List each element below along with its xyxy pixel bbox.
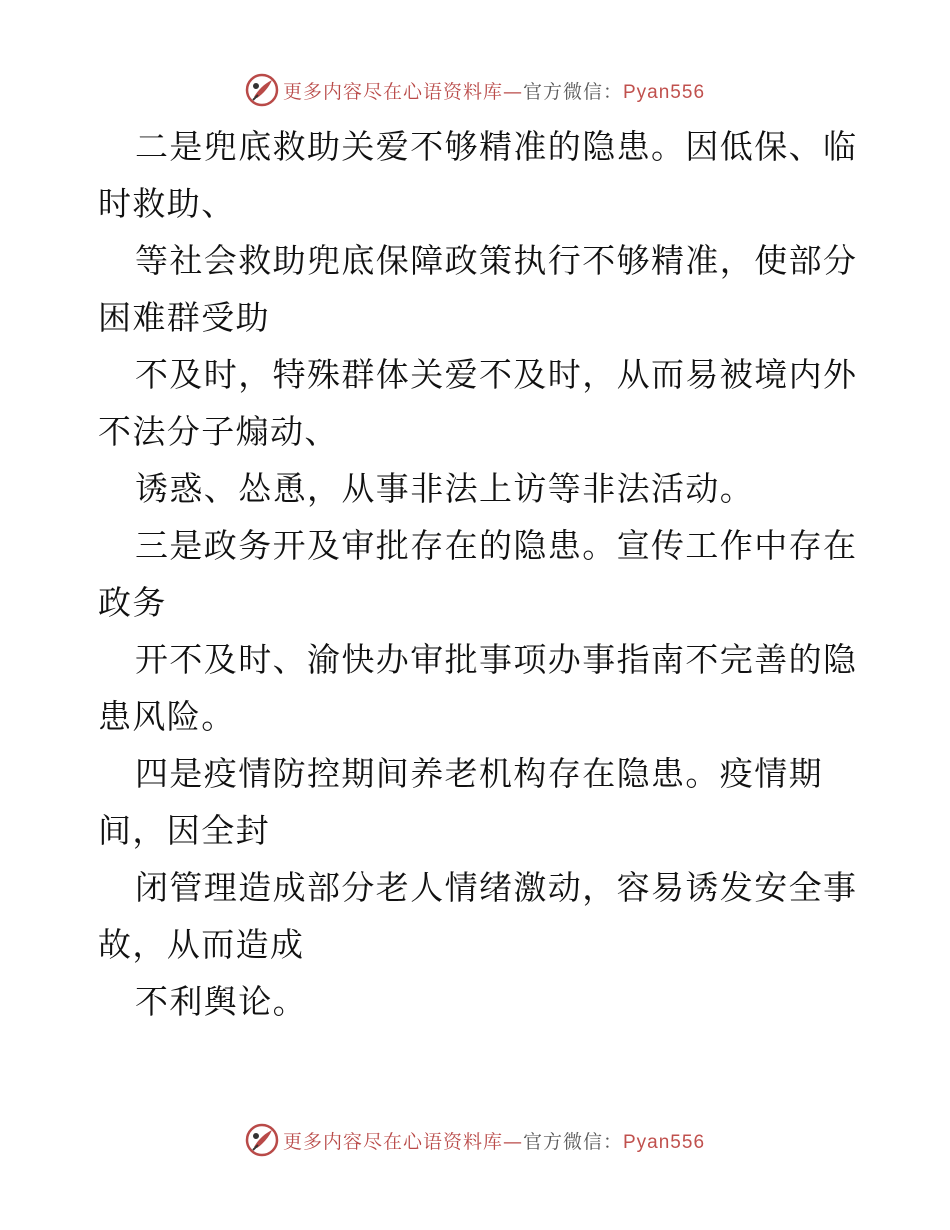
paragraph: 二是兜底救助关爱不够精准的隐患。因低保、临时救助、 xyxy=(98,127,858,223)
paragraph: 三是政务开及审批存在的隐患。宣传工作中存在政务 xyxy=(98,526,858,622)
banner-wechat-id: Pyan556 xyxy=(623,1131,706,1153)
quill-pen-logo-icon xyxy=(245,1123,279,1157)
banner-main-text: 更多内容尽在心语资料库 xyxy=(282,1130,503,1153)
paragraph: 闭管理造成部分老人情绪激动，容易诱发安全事故，从而造成 xyxy=(98,868,858,964)
document-body xyxy=(98,118,858,1030)
banner-main-text: 更多内容尽在心语资料库 xyxy=(282,80,503,103)
paragraph: 开不及时、渝快办审批事项办事指南不完善的隐患风险。 xyxy=(98,640,858,736)
header-banner xyxy=(0,70,950,110)
banner-wechat-label: 官方微信： xyxy=(522,1130,623,1153)
banner-wechat-id: Pyan556 xyxy=(623,81,706,103)
banner-dash: — xyxy=(502,1130,523,1153)
paragraph: 四是疫情防控期间养老机构存在隐患。疫情期间，因全封 xyxy=(98,754,823,850)
banner-dash: — xyxy=(502,80,523,103)
paragraph: 不及时，特殊群体关爱不及时，从而易被境内外不法分子煽动、 xyxy=(98,355,858,451)
paragraph: 不利舆论。 xyxy=(135,982,307,1021)
paragraph: 等社会救助兜底保障政策执行不够精准，使部分困难群受助 xyxy=(98,241,858,337)
paragraph: 诱惑、怂恿，从事非法上访等非法活动。 xyxy=(135,469,755,508)
banner-text xyxy=(283,77,705,104)
banner-wechat-label: 官方微信： xyxy=(522,80,623,103)
banner-text xyxy=(283,1127,705,1154)
footer-banner xyxy=(0,1120,950,1160)
quill-pen-logo-icon xyxy=(245,73,279,107)
